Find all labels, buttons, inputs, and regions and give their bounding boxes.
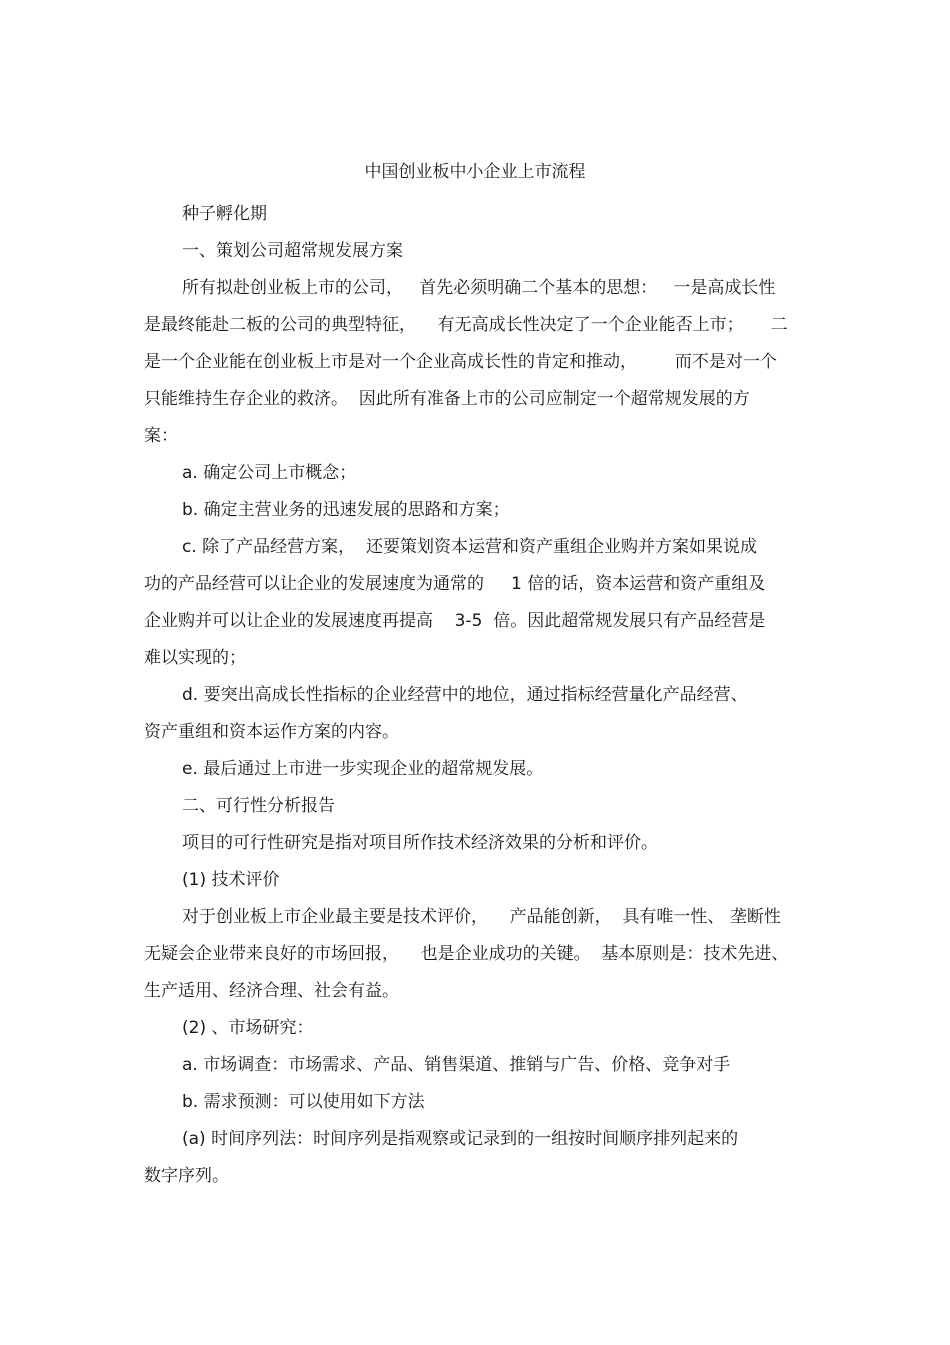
body-text-line: 难以实现的； [144, 648, 246, 668]
body-text-line: 无疑会企业带来良好的市场回报， 也是企业成功的关键。 基本原则是：技术先进、 [144, 944, 789, 964]
body-text-line: b. 需求预测：可以使用如下方法 [182, 1092, 425, 1112]
body-text-line: d. 要突出高成长性指标的企业经营中的地位，通过指标经营量化产品经营、 [182, 685, 748, 705]
body-text-line: a. 市场调查：市场需求、产品、销售渠道、推销与广告、价格、竞争对手 [182, 1055, 731, 1075]
body-text-line: 企业购并可以让企业的发展速度再提高 3-5 倍。因此超常规发展只有产品经营是 [144, 611, 766, 631]
body-text-line: 种子孵化期 [182, 204, 267, 224]
body-text-line: 所有拟赴创业板上市的公司， 首先必须明确二个基本的思想： 一是高成长性 [182, 278, 776, 298]
body-text-line: c. 除了产品经营方案， 还要策划资本运营和资产重组企业购并方案如果说成 [182, 537, 757, 557]
body-text-line: e. 最后通过上市进一步实现企业的超常规发展。 [182, 759, 544, 779]
body-text-line: 功的产品经营可以让企业的发展速度为通常的 1 倍的话，资本运营和资产重组及 [144, 574, 766, 594]
body-text-line: 只能维持生存企业的救济。 因此所有准备上市的公司应制定一个超常规发展的方 [144, 389, 750, 409]
body-text-line: (2) 、市场研究： [182, 1018, 314, 1038]
body-text-line: 对于创业板上市企业最主要是技术评价， 产品能创新， 具有唯一性、 垄断性 [182, 907, 781, 927]
body-text-line: a. 确定公司上市概念； [182, 463, 357, 483]
body-text-line: 是最终能赴二板的公司的典型特征， 有无高成长性决定了一个企业能否上市； 二 [144, 315, 788, 335]
body-text-line: (a) 时间序列法：时间序列是指观察或记录到的一组按时间顺序排列起来的 [182, 1129, 739, 1149]
body-text-line: (1) 技术评价 [182, 870, 280, 890]
body-text-line: 项目的可行性研究是指对项目所作技术经济效果的分析和评价。 [182, 833, 658, 853]
body-text-line: 是一个企业能在创业板上市是对一个企业高成长性的肯定和推动， 而不是对一个 [144, 352, 777, 372]
document-title: 中国创业板中小企业上市流程 [364, 162, 586, 182]
body-text-line: 生产适用、经济合理、社会有益。 [144, 981, 399, 1001]
body-text-line: 案： [144, 426, 178, 446]
body-text-line: 资产重组和资本运作方案的内容。 [144, 722, 399, 742]
body-text-line: 一、策划公司超常规发展方案 [182, 241, 403, 261]
body-text-line: 数字序列。 [144, 1166, 229, 1186]
body-text-line: 二、可行性分析报告 [182, 796, 335, 816]
document-body [144, 196, 806, 1195]
body-text-line: b. 确定主营业务的迅速发展的思路和方案； [182, 500, 510, 520]
